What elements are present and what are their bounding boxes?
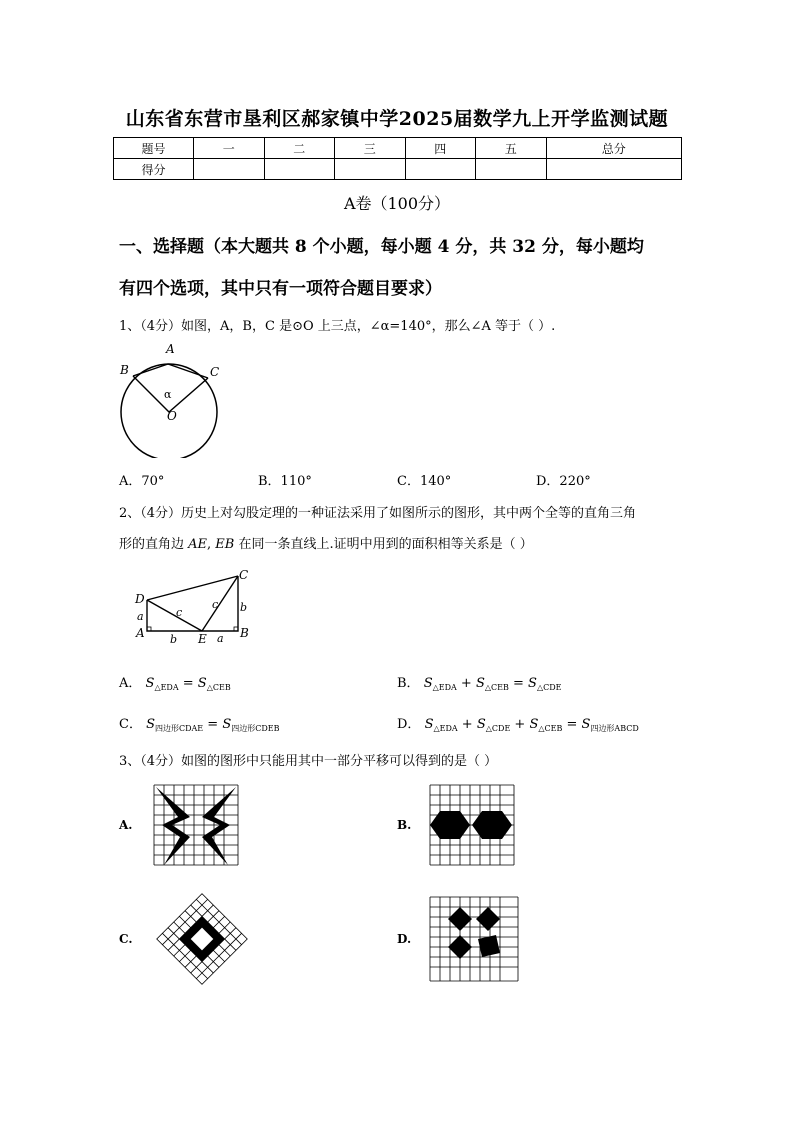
q3-figure-d[interactable] bbox=[426, 893, 522, 985]
subscript: 四边形ABCD bbox=[590, 724, 639, 733]
q2-line2-comma: , bbox=[207, 537, 216, 552]
subscript: △CDE bbox=[536, 683, 562, 692]
q3-option-b-label[interactable]: B. bbox=[397, 818, 412, 832]
score-cell[interactable] bbox=[546, 159, 682, 180]
q2-line2-start: 形的直角边 bbox=[119, 537, 189, 552]
grid-lines bbox=[430, 897, 518, 981]
section-heading-line1: 一、选择题（本大题共 8 个小题，每小题 4 分，共 32 分，每小题均 bbox=[119, 237, 644, 257]
label-e: E bbox=[198, 632, 207, 646]
q3-figure-a[interactable] bbox=[150, 781, 242, 869]
section-heading-line2: 有四个选项，其中只有一项符合题目要求） bbox=[119, 279, 442, 299]
subscript: △EDA bbox=[432, 683, 457, 692]
q1-option-a[interactable]: A．70° bbox=[119, 474, 165, 489]
trapezoid-sides bbox=[147, 576, 238, 631]
subscript: △CEB bbox=[206, 683, 231, 692]
q3-figure-b[interactable] bbox=[426, 781, 518, 869]
label-c: C bbox=[239, 568, 249, 582]
label-b: B bbox=[120, 363, 129, 377]
side-label-b: b bbox=[170, 633, 178, 646]
label-c: C bbox=[210, 365, 220, 379]
q2-option-c-letter: C． bbox=[119, 717, 142, 732]
score-header-cell: 二 bbox=[264, 138, 335, 159]
q2-line2-end: 在同一条直线上.证明中用到的面积相等关系是（ ） bbox=[234, 537, 533, 552]
score-cell[interactable] bbox=[476, 159, 547, 180]
q2-option-d[interactable]: D． $S_{\triangle EDA} + S_{\triangle CDE} + S_{\triangle CEB} = S_{四边形ABCD}$ bbox=[397, 717, 639, 733]
q2-option-c[interactable]: C． $S_{四边形CDAE} = S_{四边形CDEB}$ bbox=[119, 717, 280, 733]
label-o: O bbox=[167, 409, 177, 423]
diamond-shape bbox=[448, 907, 472, 931]
q3-option-a-label[interactable]: A. bbox=[119, 818, 133, 832]
q1-option-d[interactable]: D．220° bbox=[536, 474, 591, 489]
q2-option-a[interactable]: A． $S_{\triangle EDA} = S_{\triangle CEB}$ bbox=[119, 676, 231, 692]
label-a: A bbox=[166, 342, 175, 356]
q2-option-a-letter: A． bbox=[119, 676, 142, 691]
score-header-row bbox=[114, 138, 682, 159]
q2-trapezoid-figure bbox=[132, 566, 260, 646]
q2-option-d-letter: D． bbox=[397, 717, 421, 732]
side-label-c: c bbox=[176, 606, 183, 619]
q3-option-c-label[interactable]: C. bbox=[119, 932, 133, 946]
score-cell[interactable] bbox=[264, 159, 335, 180]
score-cell[interactable] bbox=[405, 159, 476, 180]
score-header-cell: 题号 bbox=[114, 138, 194, 159]
diamond-shape bbox=[448, 935, 472, 959]
subscript: △CDE bbox=[485, 724, 511, 733]
score-table bbox=[113, 137, 682, 180]
q1-circle-figure bbox=[112, 340, 232, 458]
score-value-row bbox=[114, 159, 682, 180]
subscript: △CEB bbox=[538, 724, 563, 733]
q1-option-c[interactable]: C．140° bbox=[397, 474, 452, 489]
zigzag-shape-right bbox=[202, 787, 236, 865]
q1-option-b[interactable]: B．110° bbox=[258, 474, 312, 489]
q2-line1: 2、（4分）历史上对勾股定理的一种证法采用了如图所示的图形，其中两个全等的直角三角 bbox=[119, 506, 637, 521]
score-header-cell: 总分 bbox=[546, 138, 682, 159]
q3-option-d-label[interactable]: D. bbox=[397, 932, 412, 946]
label-d: D bbox=[135, 592, 145, 606]
score-header-cell: 四 bbox=[405, 138, 476, 159]
q2-line2 bbox=[119, 533, 533, 552]
score-cell[interactable] bbox=[194, 159, 265, 180]
score-row-label: 得分 bbox=[114, 159, 194, 180]
label-alpha: α bbox=[164, 388, 172, 401]
q2-segment-eb: EB bbox=[215, 537, 235, 552]
subscript: 四边形CDEB bbox=[231, 724, 280, 733]
q3-text: 3、（4分）如图的图形中只能用其中一部分平移可以得到的是（ ） bbox=[119, 754, 498, 769]
subscript: △CEB bbox=[484, 683, 509, 692]
side-label-c-2: c bbox=[212, 598, 219, 611]
side-label-b-2: b bbox=[240, 601, 248, 614]
score-header-cell: 五 bbox=[476, 138, 547, 159]
label-b: B bbox=[240, 626, 249, 640]
q1-text: 1、（4分）如图，A，B，C 是⊙O 上三点，∠α=140°，那么∠A 等于（ ）. bbox=[119, 319, 556, 334]
page-title: 山东省东营市垦利区郝家镇中学2025届数学九上开学监测试题 bbox=[125, 108, 669, 130]
subscript: △EDA bbox=[154, 683, 179, 692]
q2-option-b-letter: B． bbox=[397, 676, 420, 691]
grid-lines bbox=[430, 897, 518, 981]
q3-figure-c[interactable] bbox=[150, 890, 254, 988]
tilted-square-shape bbox=[478, 935, 500, 957]
subscript: 四边形CDAE bbox=[155, 724, 204, 733]
q2-segment-ae: AE bbox=[188, 537, 208, 552]
zigzag-shape-left bbox=[156, 787, 190, 865]
score-cell[interactable] bbox=[335, 159, 406, 180]
score-header-cell: 三 bbox=[335, 138, 406, 159]
score-header-cell: 一 bbox=[194, 138, 265, 159]
q2-option-b[interactable]: B． $S_{\triangle EDA} + S_{\triangle CEB} = S_{\triangle CDE}$ bbox=[397, 676, 562, 692]
segment-de bbox=[147, 600, 202, 631]
label-a: A bbox=[136, 626, 145, 640]
side-label-a: a bbox=[137, 610, 144, 623]
subscript: △EDA bbox=[433, 724, 458, 733]
side-label-a-2: a bbox=[217, 632, 224, 645]
volume-heading: A卷（100分） bbox=[343, 194, 451, 213]
